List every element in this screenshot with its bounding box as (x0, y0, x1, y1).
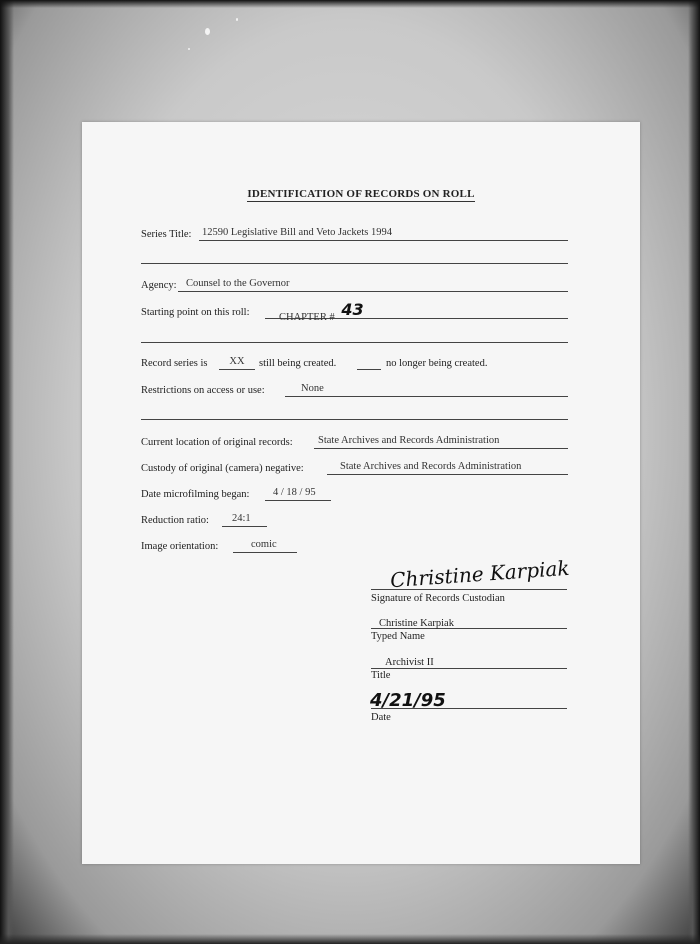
typed-name-value: Christine Karpiak (379, 618, 454, 629)
dust-speck (236, 18, 238, 21)
custodian-signature: Christine Karpiak (389, 555, 571, 593)
image-orientation-label: Image orientation: (141, 541, 219, 552)
restrictions-field (285, 384, 568, 397)
date-line (371, 708, 567, 709)
agency-value: Counsel to the Governor (186, 278, 290, 289)
reduction-ratio-label: Reduction ratio: (141, 515, 209, 526)
reduction-ratio-field (222, 514, 267, 527)
typed-name-label: Typed Name (371, 631, 425, 642)
record-series-mark: XX (229, 356, 245, 367)
custody-field (327, 462, 568, 475)
film-edge-right (688, 0, 700, 944)
record-series-label: Record series is (141, 358, 208, 369)
image-orientation-value: comic (251, 539, 277, 550)
no-longer-mark-field (357, 357, 381, 370)
current-location-field (314, 436, 568, 449)
date-began-field (265, 488, 331, 501)
film-edge-left (0, 0, 14, 944)
series-title-label: Series Title: (141, 229, 192, 240)
reduction-ratio-value: 24:1 (232, 513, 251, 524)
agency-label: Agency: (141, 280, 177, 291)
title-line (371, 668, 567, 669)
title-label: Title (371, 670, 391, 681)
restrictions-label: Restrictions on access or use: (141, 385, 265, 396)
starting-point-number: 43 (341, 300, 364, 319)
form-title: IDENTIFICATION OF RECORDS ON ROLL (247, 188, 475, 200)
signature-line (371, 589, 567, 590)
agency-field (178, 279, 568, 292)
custody-value: State Archives and Records Administration (340, 461, 522, 472)
still-being-created-text: still being created. (259, 358, 337, 369)
record-series-mark-field (219, 357, 255, 370)
starting-point-label: Starting point on this roll: (141, 307, 250, 318)
handwritten-date: 4/21/95 (370, 690, 446, 711)
no-longer-being-created-text: no longer being created. (386, 358, 488, 369)
film-edge-bottom (0, 934, 700, 944)
image-orientation-field (233, 540, 297, 553)
film-edge-top (0, 0, 700, 8)
dust-speck (188, 48, 190, 50)
records-form-sheet (82, 122, 640, 864)
starting-point-value: CHAPTER # (279, 312, 335, 323)
blank-line (141, 263, 568, 264)
signature-label: Signature of Records Custodian (371, 593, 505, 604)
blank-line (141, 342, 568, 343)
title-value: Archivist II (385, 657, 434, 668)
restrictions-value: None (301, 383, 324, 394)
series-title-field (199, 228, 568, 241)
current-location-value: State Archives and Records Administration (318, 435, 500, 446)
date-began-value: 4 / 18 / 95 (273, 487, 316, 498)
custody-label: Custody of original (camera) negative: (141, 463, 304, 474)
starting-point-field (265, 300, 568, 323)
date-label: Date (371, 712, 391, 723)
dust-speck (205, 28, 210, 35)
series-title-value: 12590 Legislative Bill and Veto Jackets 1994 (202, 227, 392, 238)
date-began-label: Date microfilming began: (141, 489, 250, 500)
blank-line (141, 419, 568, 420)
current-location-label: Current location of original records: (141, 437, 293, 448)
